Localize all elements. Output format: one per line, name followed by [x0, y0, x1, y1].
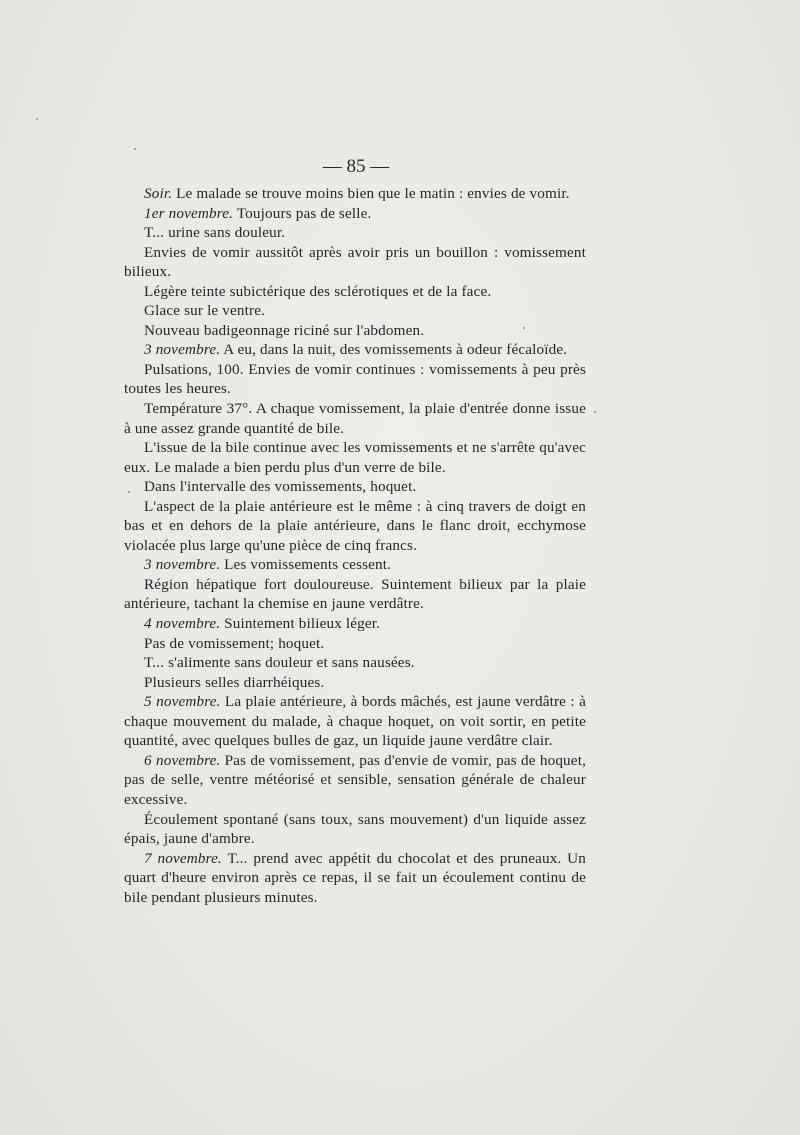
paragraph-lead: Soir. — [144, 185, 173, 202]
paragraph — [124, 497, 586, 556]
paragraph-lead: 3 novembre. — [144, 341, 221, 359]
paragraph-text: Le malade se trouve moins bien que le matin : envies de vomir. — [172, 185, 570, 202]
paper-speck — [128, 491, 130, 493]
paragraph — [124, 204, 586, 224]
paragraph — [124, 673, 586, 693]
paragraph-lead: 5 novembre. — [144, 693, 221, 711]
paragraph — [124, 751, 586, 810]
paragraph — [124, 555, 586, 575]
paragraph-text: Pas de vomissement; hoquet. — [144, 634, 325, 652]
paragraph — [124, 849, 586, 908]
paragraph-text: Température 37°. A chaque vomissement, la plaie d'entrée donne issue à une assez grande quantité de bile. — [124, 400, 586, 437]
paper-speck — [594, 411, 596, 413]
paragraph-text: Plusieurs selles diarrhéiques. — [144, 673, 325, 691]
paragraph — [124, 301, 586, 321]
paragraph — [124, 634, 586, 654]
paragraph-text: Dans l'intervalle des vomissements, hoquet. — [144, 478, 417, 496]
paragraph — [124, 360, 586, 399]
paragraph — [124, 340, 586, 360]
paragraph-text: T... s'alimente sans douleur et sans nausées. — [144, 654, 415, 672]
paragraph-text: Suintement bilieux léger. — [220, 615, 381, 633]
paragraph — [124, 243, 586, 282]
paragraph-text: T... urine sans douleur. — [144, 224, 286, 242]
page-number: — 85 — — [322, 156, 390, 177]
paper-speck — [134, 148, 136, 150]
paragraph-text: Les vomissements cessent. — [220, 556, 392, 574]
paragraph-text: Glace sur le ventre. — [144, 302, 266, 320]
paragraph — [124, 692, 586, 751]
paragraph-text: Pas de vomissement, pas d'envie de vomir, pas de hoquet, pas de selle, ventre météorisé et sensible, sensation générale de chaleur excessive. — [124, 751, 587, 808]
paragraph — [124, 575, 586, 614]
paragraph-lead: 4 novembre. — [144, 615, 221, 633]
paragraph-lead: 6 novembre. — [144, 751, 221, 769]
paragraph — [124, 477, 586, 497]
paragraph-text: L'aspect de la plaie antérieure est le même : à cinq travers de doigt en bas et en dehors de la plaie antérieure, dans le flanc droit, ecchymose violacée plus large qu'une pièce de cinq francs. — [124, 497, 586, 554]
paragraph-text: Écoulement spontané (sans toux, sans mouvement) d'un liquide assez épais, jaune d'ambre. — [124, 810, 586, 848]
paragraph-text: L'issue de la bile continue avec les vomissements et ne s'arrête qu'avec eux. Le malade a bien perdu plus d'un verre de bile. — [124, 439, 586, 476]
body-text — [124, 184, 586, 907]
paper-speck — [36, 118, 38, 120]
paragraph-text: A eu, dans la nuit, des vomissements à odeur fécaloïde. — [220, 341, 568, 359]
paragraph-text: La plaie antérieure, à bords mâchés, est jaune verdâtre : à chaque mouvement du malade, à chaque hoquet, on voit sortir, en petite quantité, avec quelques bulles de gaz, un liquide jaune verdâtre clair. — [124, 693, 587, 750]
paragraph — [124, 438, 586, 477]
paragraph-lead: 3 novembre. — [144, 556, 221, 574]
paragraph-text: Légère teinte subictérique des sclérotiques et de la face. — [144, 282, 492, 300]
paragraph — [124, 223, 586, 243]
paragraph — [124, 810, 586, 849]
paragraph — [124, 184, 586, 204]
paragraph — [124, 321, 586, 341]
paragraph-lead: 1er novembre. — [144, 204, 234, 222]
paragraph-text: Envies de vomir aussitôt après avoir pris un bouillon : vomissement bilieux. — [124, 243, 586, 281]
paragraph-text: Nouveau badigeonnage riciné sur l'abdomen. — [144, 321, 425, 339]
paragraph — [124, 653, 586, 673]
paragraph — [124, 282, 586, 302]
paragraph — [124, 614, 586, 634]
paragraph-text: T... prend avec appétit du chocolat et des pruneaux. Un quart d'heure environ après ce repas, il se fait un écoulement continu de bile pendant plusieurs minutes. — [124, 849, 587, 906]
paragraph-text: Toujours pas de selle. — [233, 204, 372, 222]
paragraph — [124, 399, 586, 438]
paragraph-lead: 7 novembre. — [144, 849, 222, 867]
paper-speck — [523, 327, 525, 329]
paragraph-text: Région hépatique fort douloureuse. Suintement bilieux par la plaie antérieure, tachant la chemise en jaune verdâtre. — [124, 575, 586, 613]
paragraph-text: Pulsations, 100. Envies de vomir continues : vomissements à peu près toutes les heures. — [124, 360, 586, 398]
